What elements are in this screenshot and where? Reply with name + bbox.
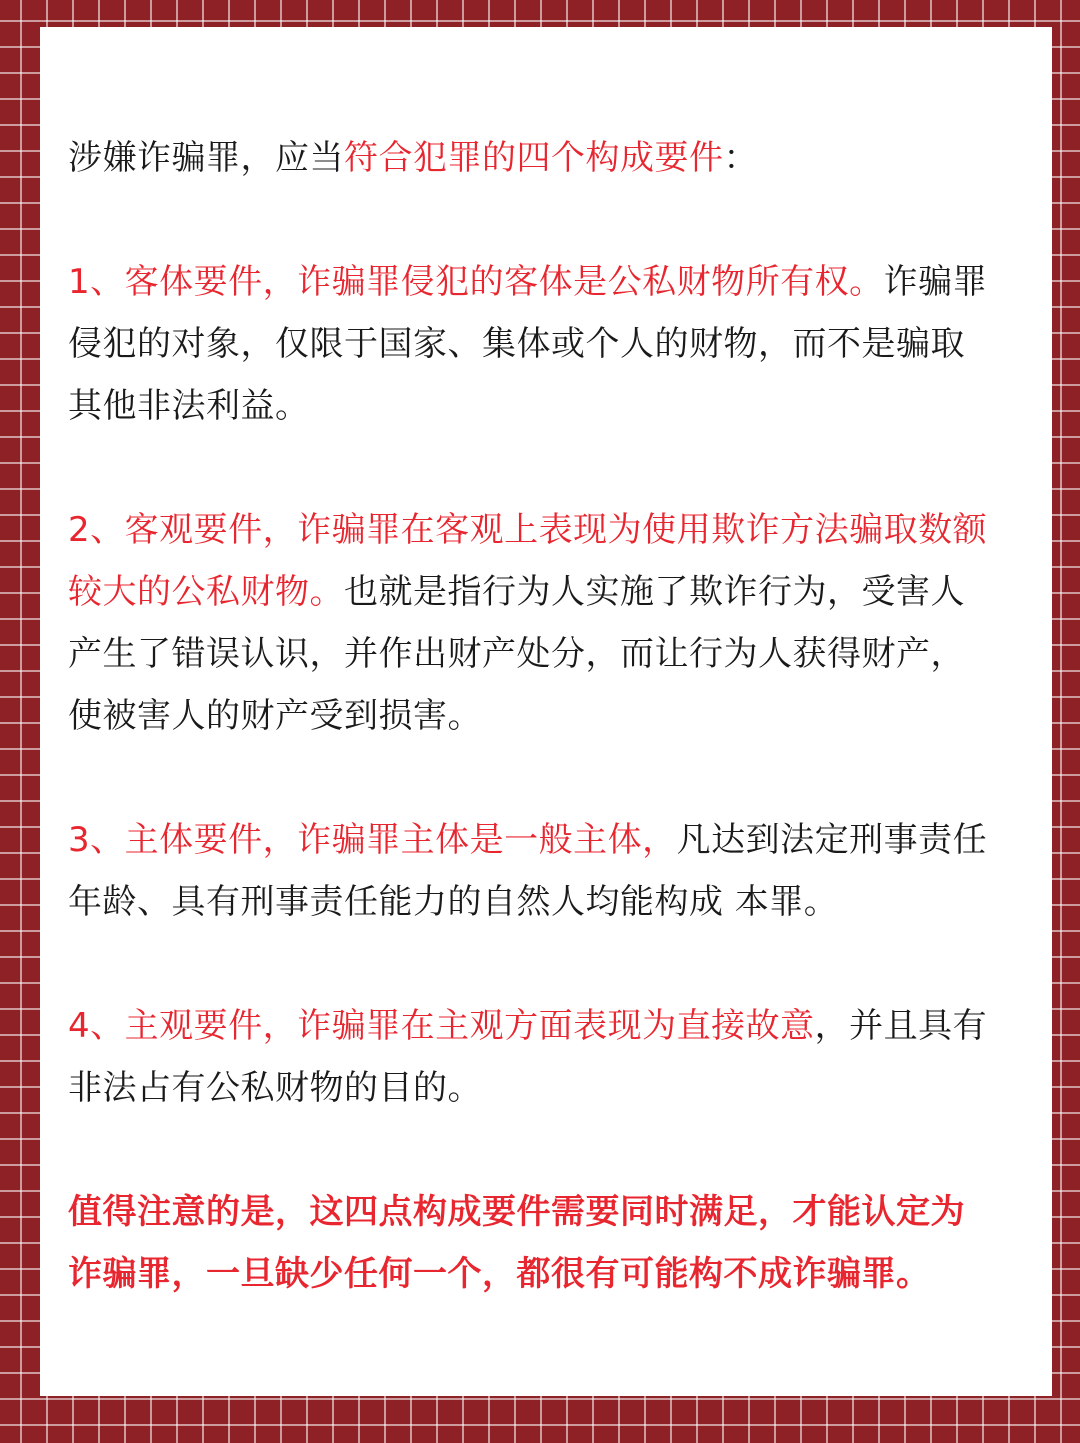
- element-paragraph-1: [68, 251, 994, 437]
- element-1-highlight: 1、客体要件，诈骗罪侵犯的客体是公私财物所有权。: [68, 262, 884, 302]
- element-4-highlight: 4、主观要件，诈骗罪在主观方面表现为直接故意: [68, 1006, 815, 1046]
- element-paragraph-4: [68, 995, 994, 1119]
- element-paragraph-3: [68, 809, 994, 933]
- intro-paragraph: [68, 127, 994, 189]
- element-3-body: 凡达到法定刑事责任年龄、具有刑事责任能力的自然人均能构成 本罪。: [68, 820, 988, 922]
- intro-colon: ：: [723, 138, 758, 178]
- element-3-highlight: 3、主体要件，诈骗罪主体是一般主体，: [68, 820, 677, 860]
- intro-highlight: 符合犯罪的四个构成要件: [344, 138, 724, 178]
- element-paragraph-2: [68, 499, 994, 747]
- conclusion-paragraph: [68, 1181, 994, 1305]
- intro-text: 涉嫌诈骗罪，应当: [68, 138, 344, 178]
- content-card: [40, 27, 1052, 1396]
- element-2-body: 也就是指行为人实施了欺诈行为，受害人产生了错误认识，并作出财产处分，而让行为人获得财产，使被害人的财产受到损害。: [68, 572, 965, 736]
- element-4-body: ，并且具有非法占有公私财物的目的。: [68, 1006, 988, 1108]
- conclusion-text: 值得注意的是，这四点构成要件需要同时满足，才能认定为诈骗罪，一旦缺少任何一个，都很有可能构不成诈骗罪。: [68, 1192, 965, 1294]
- element-1-body: 诈骗罪侵犯的对象，仅限于国家、集体或个人的财物，而不是骗取其他非法利益。: [68, 262, 988, 426]
- element-2-highlight: 2、客观要件，诈骗罪在客观上表现为使用欺诈方法骗取数额较大的公私财物。: [68, 510, 988, 612]
